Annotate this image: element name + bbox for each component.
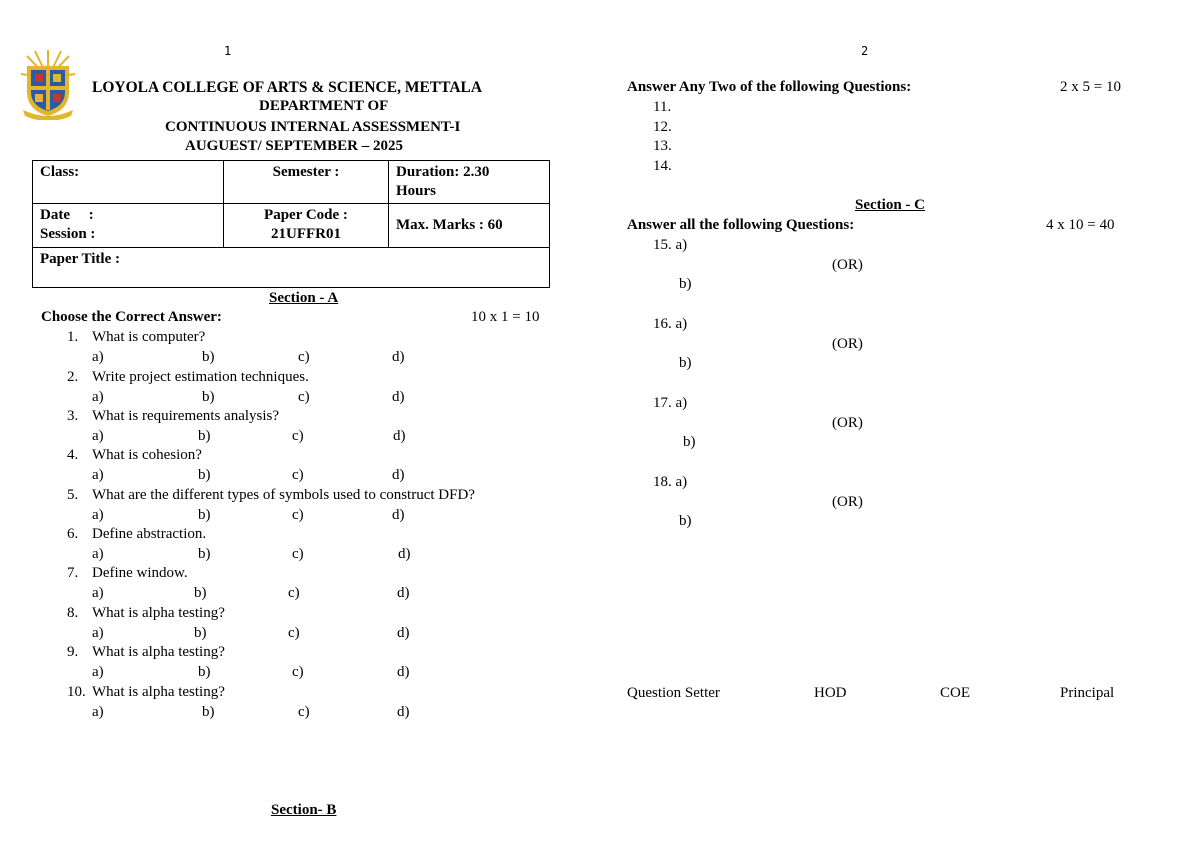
section-b-q12: 12. — [653, 119, 672, 135]
option-label: d) — [392, 507, 405, 523]
question-text: What is cohesion? — [92, 447, 202, 463]
option-label: d) — [397, 625, 410, 641]
option-label: b) — [194, 585, 207, 601]
semester-cell: Semester : — [224, 161, 389, 204]
option-label: c) — [292, 664, 304, 680]
section-b-title: Section- B — [271, 802, 337, 818]
section-c-question-a: 18. a) — [653, 474, 688, 490]
section-c-or-label: (OR) — [832, 257, 863, 273]
option-label: c) — [288, 625, 300, 641]
page-number-right: 2 — [861, 44, 869, 58]
option-label: c) — [298, 389, 310, 405]
option-label: c) — [292, 507, 304, 523]
option-label: a) — [92, 664, 104, 680]
section-a-question — [67, 486, 475, 505]
option-label: a) — [92, 585, 104, 601]
question-text: What is alpha testing? — [92, 684, 225, 700]
section-c-question-b: b) — [679, 355, 692, 371]
college-crest-icon — [19, 48, 77, 120]
section-a-instruction: Choose the Correct Answer: — [41, 309, 222, 325]
option-label: b) — [198, 546, 211, 562]
page-number-left: 1 — [224, 44, 232, 58]
section-c-question-a: 15. a) — [653, 237, 688, 253]
section-c-or-label: (OR) — [832, 415, 863, 431]
signature-coe: COE — [940, 685, 970, 701]
option-label: d) — [397, 664, 410, 680]
question-number: 9. — [67, 644, 79, 660]
question-text: What is alpha testing? — [92, 605, 225, 621]
section-c-question-b: b) — [679, 276, 692, 292]
section-a-question — [67, 407, 279, 426]
option-label: b) — [198, 467, 211, 483]
paper-title-cell: Paper Title : — [33, 248, 550, 288]
section-c-instruction: Answer all the following Questions: — [627, 217, 855, 233]
section-a-question — [67, 604, 225, 623]
section-b-q13: 13. — [653, 138, 672, 154]
section-c-or-label: (OR) — [832, 494, 863, 510]
option-label: d) — [393, 428, 406, 444]
section-a-question — [67, 328, 205, 347]
paper-code-cell: Paper Code : 21UFFR01 — [224, 204, 389, 248]
section-a-title: Section - A — [269, 290, 339, 306]
exam-session: AUGUEST/ SEPTEMBER – 2025 — [185, 138, 403, 154]
question-number: 7. — [67, 565, 79, 581]
option-label: a) — [92, 507, 104, 523]
option-label: d) — [398, 546, 411, 562]
question-number: 3. — [67, 408, 79, 424]
section-b-q11: 11. — [653, 99, 672, 115]
question-text: What are the different types of symbols used to construct DFD? — [92, 487, 475, 503]
section-c-question-b: b) — [679, 513, 692, 529]
question-number: 1. — [67, 329, 79, 345]
option-label: a) — [92, 625, 104, 641]
section-a-question — [67, 643, 225, 662]
option-label: b) — [198, 664, 211, 680]
question-text: What is requirements analysis? — [92, 408, 280, 424]
option-label: d) — [397, 585, 410, 601]
section-a-question — [67, 525, 206, 544]
option-label: b) — [198, 428, 211, 444]
class-cell: Class: — [33, 161, 224, 204]
section-a-question — [67, 368, 309, 387]
option-label: b) — [202, 704, 215, 720]
question-text: Define abstraction. — [92, 526, 207, 542]
section-b-marks: 2 x 5 = 10 — [1060, 79, 1121, 95]
section-c-or-label: (OR) — [832, 336, 863, 352]
question-number: 6. — [67, 526, 79, 542]
section-c-title: Section - C — [855, 197, 925, 213]
section-c-question-a: 16. a) — [653, 316, 688, 332]
option-label: b) — [202, 389, 215, 405]
section-a-marks: 10 x 1 = 10 — [471, 309, 540, 325]
section-a-question — [67, 564, 188, 583]
section-b-q14: 14. — [653, 158, 672, 174]
option-label: a) — [92, 467, 104, 483]
question-text: Write project estimation techniques. — [92, 369, 309, 385]
option-label: c) — [292, 467, 304, 483]
section-c-question-b: b) — [683, 434, 696, 450]
question-number: 8. — [67, 605, 79, 621]
signature-principal: Principal — [1060, 685, 1115, 701]
option-label: d) — [392, 467, 405, 483]
question-number: 5. — [67, 487, 79, 503]
option-label: a) — [92, 704, 104, 720]
section-b-instruction: Answer Any Two of the following Questions: — [627, 79, 912, 95]
option-label: a) — [92, 428, 104, 444]
question-text: What is alpha testing? — [92, 644, 225, 660]
option-label: c) — [298, 704, 310, 720]
date-session-cell: Date : Session : — [33, 204, 224, 248]
question-number: 4. — [67, 447, 79, 463]
option-label: c) — [292, 546, 304, 562]
option-label: c) — [298, 349, 310, 365]
option-label: a) — [92, 546, 104, 562]
section-a-question — [67, 446, 202, 465]
signature-hod: HOD — [814, 685, 847, 701]
section-a-question — [67, 683, 225, 702]
signature-question-setter: Question Setter — [627, 685, 720, 701]
option-label: a) — [92, 349, 104, 365]
option-label: b) — [198, 507, 211, 523]
question-number: 10. — [67, 684, 86, 700]
department: DEPARTMENT OF — [259, 98, 389, 114]
option-label: c) — [292, 428, 304, 444]
option-label: a) — [92, 389, 104, 405]
max-marks-cell: Max. Marks : 60 — [389, 204, 550, 248]
question-text: What is computer? — [92, 329, 206, 345]
option-label: b) — [202, 349, 215, 365]
question-number: 2. — [67, 369, 79, 385]
option-label: b) — [194, 625, 207, 641]
exam-name: CONTINUOUS INTERNAL ASSESSMENT-I — [165, 119, 461, 135]
duration-cell: Duration: 2.30 Hours — [389, 161, 550, 204]
section-c-question-a: 17. a) — [653, 395, 688, 411]
question-text: Define window. — [92, 565, 188, 581]
option-label: d) — [392, 389, 405, 405]
option-label: c) — [288, 585, 300, 601]
option-label: d) — [392, 349, 405, 365]
college-name: LOYOLA COLLEGE OF ARTS & SCIENCE, METTALA — [92, 79, 483, 96]
option-label: d) — [397, 704, 410, 720]
exam-info-table — [32, 160, 550, 288]
section-c-marks: 4 x 10 = 40 — [1046, 217, 1115, 233]
